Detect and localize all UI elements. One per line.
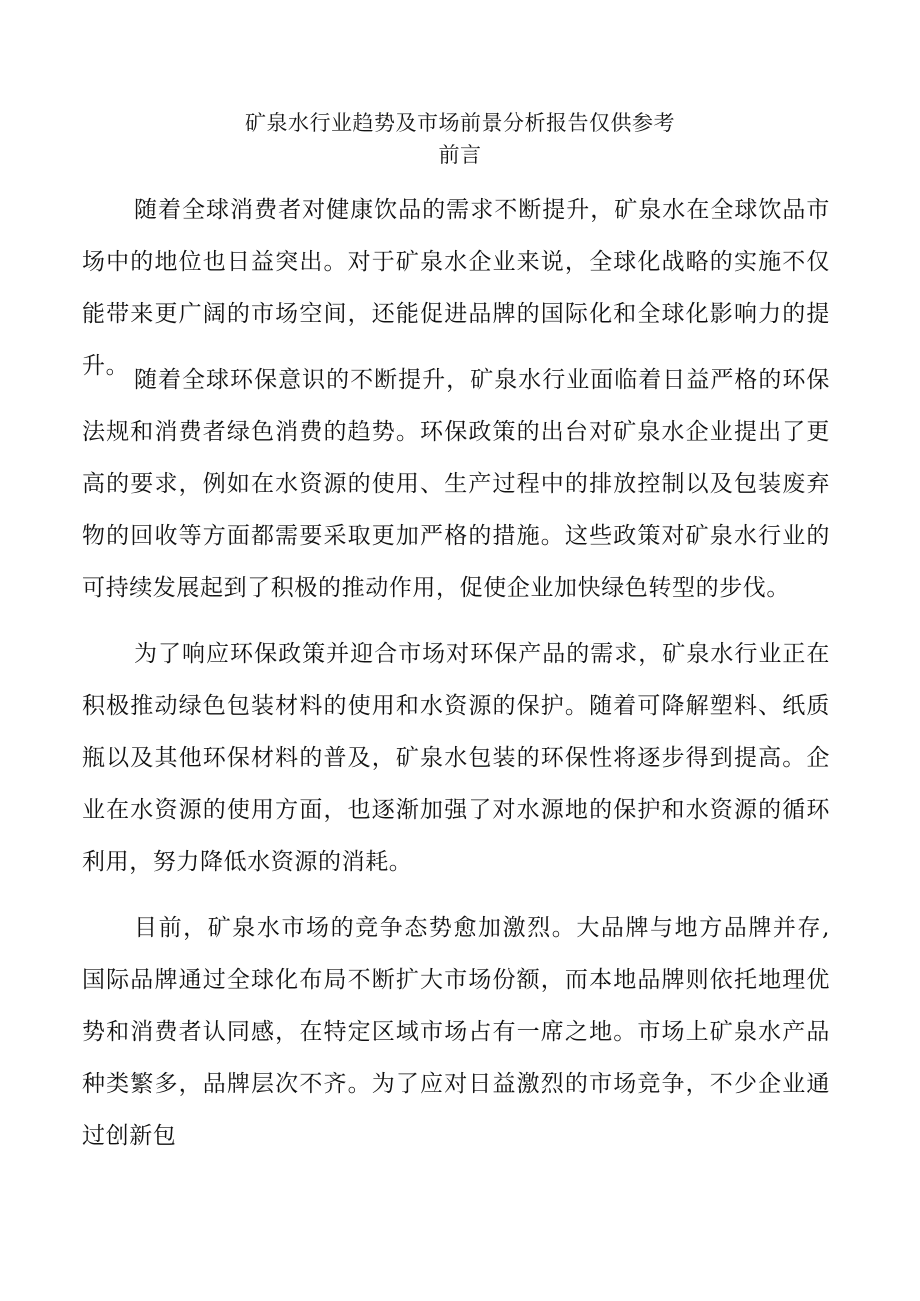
document-title: 矿泉水行业趋势及市场前景分析报告仅供参考 [245,111,675,135]
paragraph-1: 随着全球消费者对健康饮品的需求不断提升，矿泉水在全球饮品市场中的地位也日益突出。对于矿泉水企业来说，全球化战略的实施不仅能带来更广阔的市场空间，还能促进品牌的国际化和全球化影响力的提升。 [82,197,830,379]
paragraph-4: 目前，矿泉水市场的竞争态势愈加激烈。大品牌与地方品牌并存, 国际品牌通过全球化布局不断扩大市场份额，而本地品牌则依托地理优势和消费者认同感，在特定区域市场占有一席之地。市场上矿泉水产品种类繁多，品牌层次不齐。为了应对日益激烈的市场竞争，不少企业通过创新包 [82,915,830,1149]
paragraph-3: 为了响应环保政策并迎合市场对环保产品的需求，矿泉水行业正在积极推动绿色包装材料的使用和水资源的保护。随着可降解塑料、纸质瓶以及其他环保材料的普及，矿泉水包装的环保性将逐步得到提高。企业在水资源的使用方面，也逐渐加强了对水源地的保护和水资源的循环利用，努力降低水资源的消耗。 [82,641,830,875]
paragraph-2: 随着全球环保意识的不断提升，矿泉水行业面临着日益严格的环保法规和消费者绿色消费的趋势。环保政策的出台对矿泉水企业提出了更高的要求，例如在水资源的使用、生产过程中的排放控制以及包装废弃物的回收等方面都需要采取更加严格的措施。这些政策对矿泉水行业的可持续发展起到了积极的推动作用，促使企业加快绿色转型的步伐。 [82,367,830,601]
section-heading: 前言 [438,143,482,167]
